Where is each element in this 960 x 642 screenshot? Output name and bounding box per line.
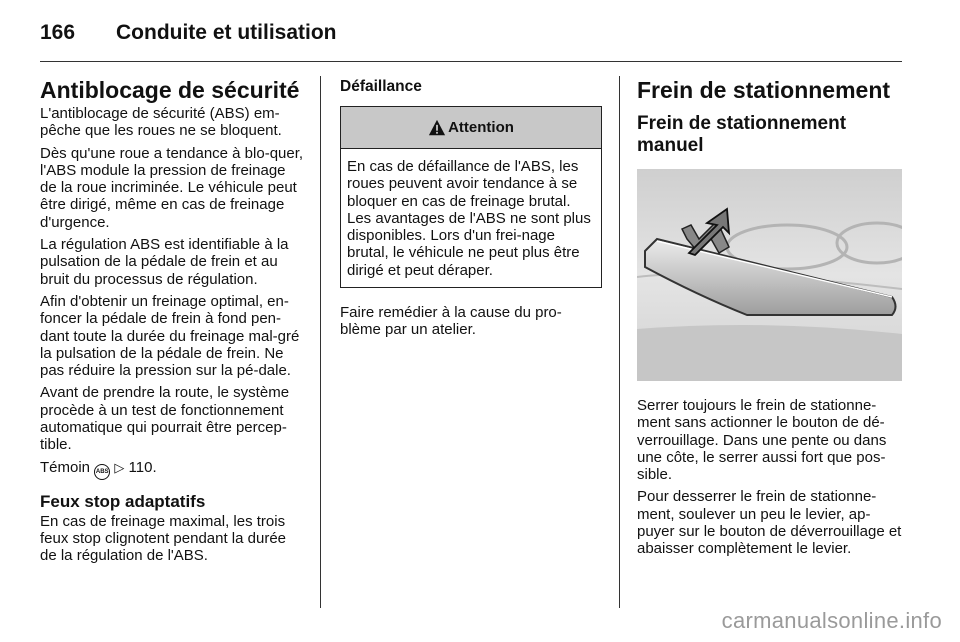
page-number: 166	[40, 21, 76, 44]
section-heading-defaillance: Défaillance	[340, 78, 422, 95]
column-divider	[619, 76, 620, 608]
watermark: carmanualsonline.info	[721, 608, 942, 633]
paragraph: Pour desserrer le frein de stationne-ment, soulever un peu le levier, ap-puyer sur le bouton de déverrouillage et abaisser complètement le levier.	[637, 488, 902, 558]
chapter-title: Conduite et utilisation	[116, 21, 337, 44]
paragraph: En cas de freinage maximal, les trois feux stop clignotent pendant la durée de la régulation de l'ABS.	[40, 512, 287, 565]
column-divider	[320, 76, 321, 608]
temoin-reference	[40, 459, 304, 480]
sub-heading-frein-manuel: Frein de stationnement manuel	[637, 113, 847, 156]
column-frein-stationnement	[637, 76, 902, 563]
temoin-page[interactable]: 110.	[128, 458, 157, 476]
handbrake-illustration	[637, 169, 902, 381]
warning-triangle-icon	[428, 119, 446, 137]
paragraph: Faire remédier à la cause du pro-blème par un atelier.	[340, 304, 562, 339]
attention-box	[340, 106, 602, 288]
sub-heading-feux-stop: Feux stop adaptatifs	[40, 491, 206, 511]
column-abs	[40, 76, 304, 570]
abs-warning-icon: ABS	[94, 464, 110, 480]
handbrake-drawing	[637, 169, 902, 381]
attention-title: Attention	[448, 119, 514, 136]
header-rule	[40, 61, 902, 62]
page-reference-arrow-icon: ▷	[114, 459, 125, 475]
paragraph: La régulation ABS est identifiable à la pulsation de la pédale de frein et au bruit du processus de régulation.	[40, 236, 289, 288]
paragraph: L'antiblocage de sécurité (ABS) em-pêche que les roues ne se bloquent.	[40, 105, 282, 140]
attention-body	[341, 149, 601, 287]
paragraph: Serrer toujours le frein de stationne-ment sans actionner le bouton de dé-verrouillage. Dans une pente ou dans une côte, le serrer aussi fort que pos-sible.	[637, 397, 887, 484]
temoin-label: Témoin	[40, 458, 91, 476]
page-header	[40, 18, 337, 48]
section-heading-frein: Frein de stationnement	[637, 77, 891, 103]
paragraph: Dès qu'une roue a tendance à blo-quer, l'ABS module la pression de freinage de la roue incriminée. Le véhicule peut être dirigé, même en cas de freinage d'urgence.	[40, 144, 304, 231]
attention-text: En cas de défaillance de l'ABS, les roues peuvent avoir tendance à se bloquer en cas de freinage brutal. Les avantages de l'ABS ne sont plus disponibles. Lors d'un frei-nage brutal, le véhicule ne peut plus être dirigé et peut déraper.	[347, 158, 591, 279]
column-defaillance	[340, 76, 602, 344]
paragraph: Afin d'obtenir un freinage optimal, en-foncer la pédale de frein à fond pen-dant toute la durée du freinage mal-gré la pulsation de la pédale de frein. Ne pas réduire la pression sur la pé-dale.	[40, 292, 300, 380]
paragraph: Avant de prendre la route, le système procède à un test de fonctionnement automatique qui pourrait être percep-tible.	[40, 384, 290, 454]
attention-header	[341, 107, 601, 149]
section-heading-abs: Antiblocage de sécurité	[40, 77, 300, 103]
